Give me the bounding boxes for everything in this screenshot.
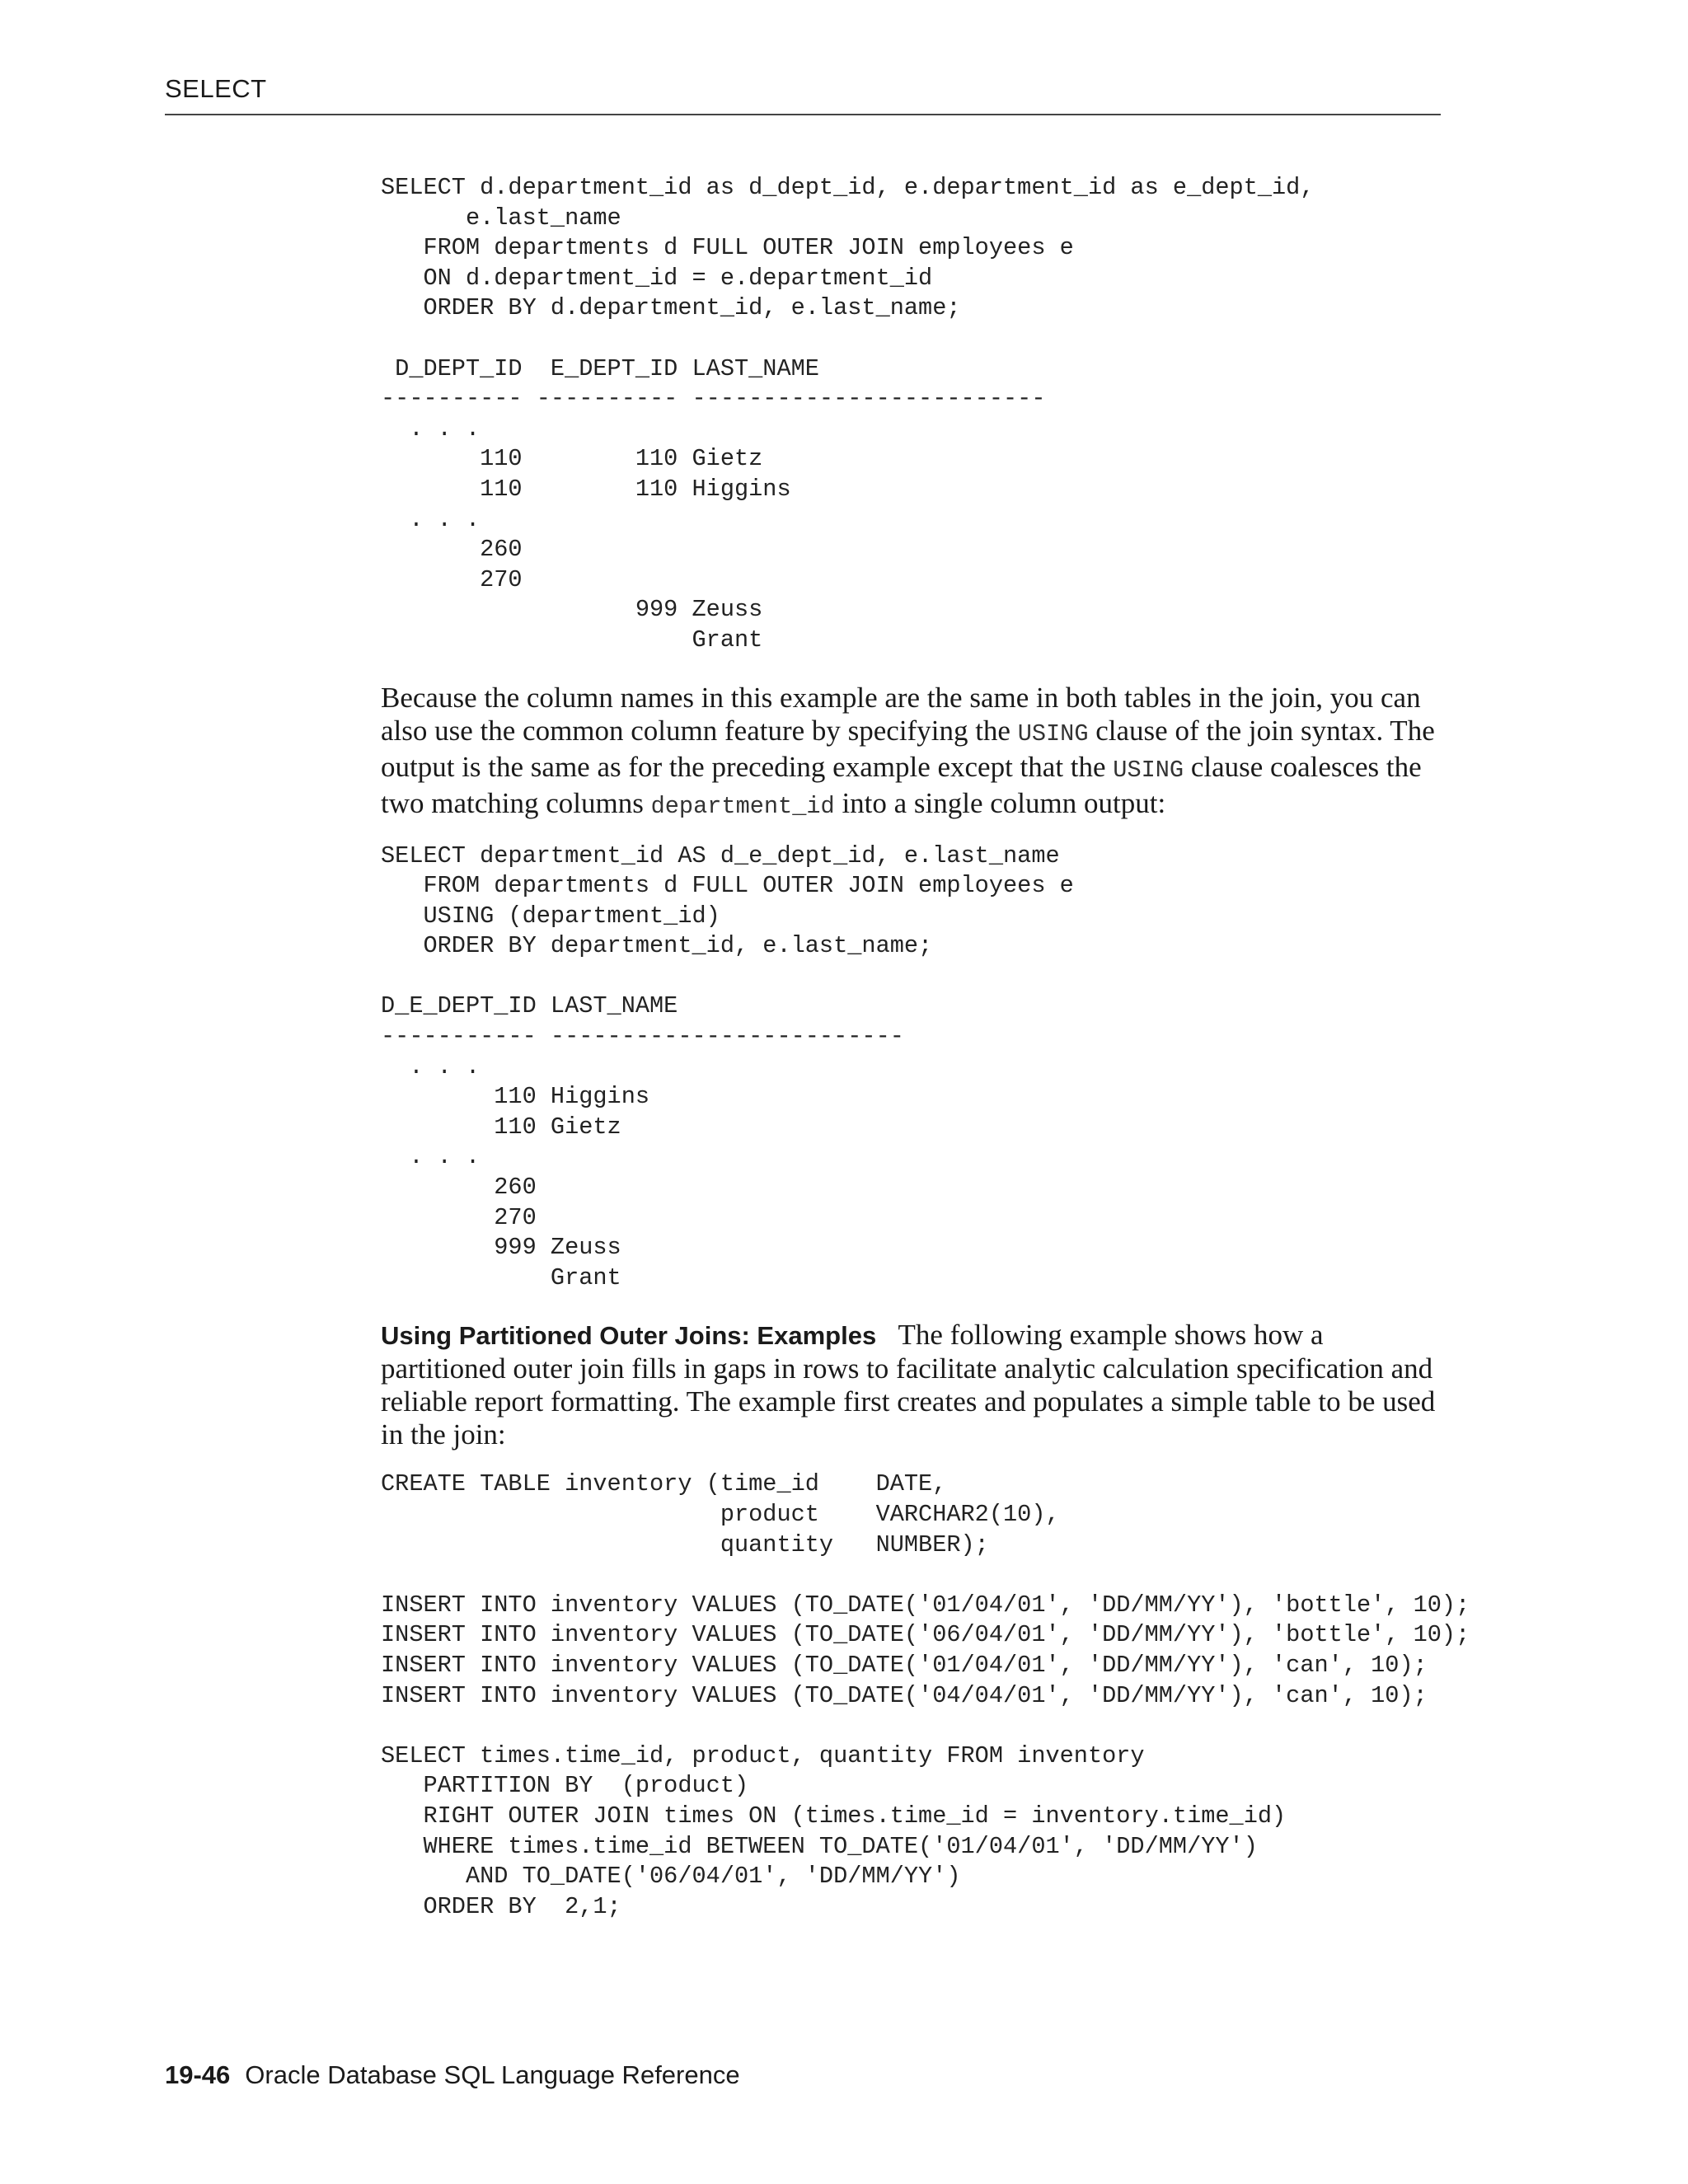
paragraph-text: Because the column names in this example are the same in both tables in the join, you can also use the common column feature by specifying the	[381, 681, 1421, 747]
paragraph-text: The following example shows how a partitioned outer join fills in gaps in rows to facilitate analytic calculation specification and reliable report formatting. The example first creates and populates a simple table to be used in the join:	[381, 1319, 1436, 1451]
inline-code-using: USING	[1017, 719, 1089, 748]
page-content	[381, 173, 1470, 1922]
page-footer	[165, 2060, 740, 2090]
book-title: Oracle Database SQL Language Reference	[245, 2060, 740, 2089]
page-number: 19-46	[165, 2060, 231, 2089]
section-run-in-heading: Using Partitioned Outer Joins: Examples	[381, 1321, 877, 1351]
paragraph-using-clause	[381, 682, 1444, 823]
paragraph-text: clause coalesces the two matching columns	[381, 750, 1422, 819]
inline-code-department-id: department_id	[650, 792, 835, 820]
inline-code-using: USING	[1113, 756, 1184, 784]
code-example-full-outer-join: SELECT d.department_id as d_dept_id, e.department_id as e_dept_id, e.last_name FROM departments d FULL OUTER JOIN employees e ON d.department_id = e.department_id ORDER BY d.department_id, e.last_name; D_DEPT_ID E_DEPT_ID LAST_NAME ---------- ---------- ------------------------- . . . 110 110 Gietz 110 110 Higgins . . . 260 270 999 Zeuss Grant	[381, 174, 1315, 654]
paragraph-text: into a single column output:	[834, 786, 1166, 819]
code-example-using-clause: SELECT department_id AS d_e_dept_id, e.last_name FROM departments d FULL OUTER JOIN employees e USING (department_id) ORDER BY department_id, e.last_name; D_E_DEPT_ID LAST_NAME ----------- ------------------------- . . . 110 Higgins 110 Gietz . . . 260 270 999 Zeuss Grant	[381, 841, 1074, 1291]
header-rule	[165, 114, 1441, 115]
paragraph-text: clause of the join syntax. The output is the same as for the preceding example except that the	[381, 714, 1435, 783]
running-head-title: SELECT	[165, 74, 267, 103]
paragraph-partitioned-outer-joins	[381, 1319, 1444, 1451]
code-example-partitioned-join: CREATE TABLE inventory (time_id DATE, product VARCHAR2(10), quantity NUMBER); INSERT INTO inventory VALUES (TO_DATE('01/04/01', 'DD/MM/YY'), 'bottle', 10); INSERT INTO inventory VALUES (TO_DATE('06/04/01', 'DD/MM/YY'), 'bottle', 10); INSERT INTO inventory VALUES (TO_DATE('01/04/01', 'DD/MM/YY'), 'can', 10); INSERT INTO inventory VALUES (TO_DATE('04/04/01', 'DD/MM/YY'), 'can', 10); SELECT times.time_id, product, quantity FROM inventory PARTITION BY (product) RIGHT OUTER JOIN times ON (times.time_id = inventory.time_id) WHERE times.time_id BETWEEN TO_DATE('01/04/01', 'DD/MM/YY') AND TO_DATE('06/04/01', 'DD/MM/YY') ORDER BY 2,1;	[381, 1470, 1470, 1920]
